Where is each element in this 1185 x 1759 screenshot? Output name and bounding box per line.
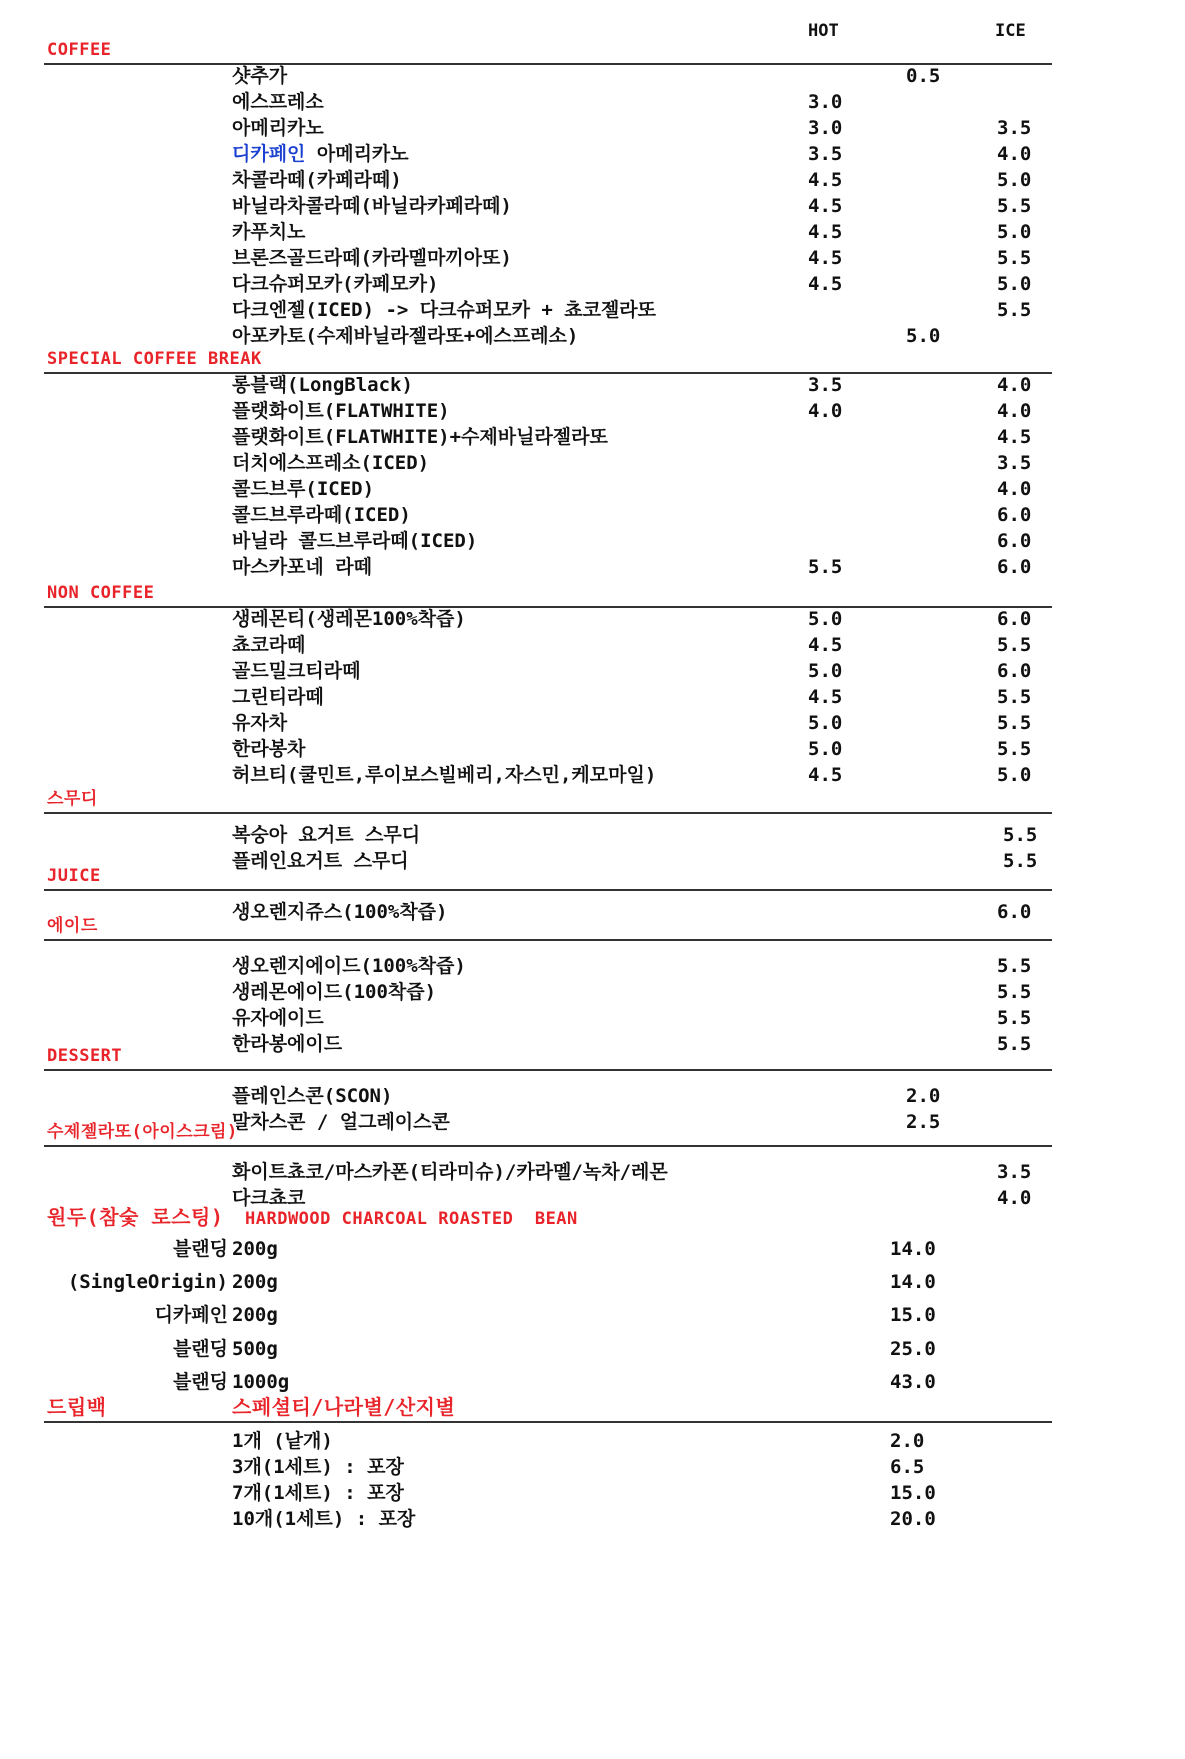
single-price: 0.5 [906,65,941,87]
menu-item-row [0,1159,1185,1185]
item-name: 말차스콘 / 얼그레이스콘 [232,1111,450,1133]
menu-item-row [0,476,1185,502]
item-name: 아메리카노 [232,117,324,139]
item-name: 생오렌지에이드(100%착즙) [232,955,466,977]
dripbag-price: 6.5 [890,1456,925,1478]
item-name: 생오렌지쥬스(100%착즙) [232,901,448,923]
item-name: 마스카포네 라떼 [232,556,372,578]
hot-price: 5.5 [808,556,843,578]
dripbag-row [0,1428,1185,1454]
ice-price: 5.5 [997,634,1032,656]
hot-price: 4.5 [808,195,843,217]
bean-weight: 500g [232,1338,278,1360]
section-title-coffee: COFFEE [47,40,112,60]
hot-price: 5.0 [808,608,843,630]
menu-item-row [0,979,1185,1005]
section-divider-smoothie [44,812,1052,814]
menu-item-row [0,658,1185,684]
hot-price: 3.0 [808,91,843,113]
beans-title-kr: 원두(참숯 로스팅) [47,1205,224,1229]
dripbag-divider [44,1421,1052,1423]
item-name-highlight: 디카페인 [232,143,306,165]
menu-item-row [0,502,1185,528]
item-name: 콜드브루(ICED) [232,478,375,500]
dripbag-title: 드립백 [47,1395,107,1419]
ice-price: 6.0 [997,660,1032,682]
menu-item-row [0,606,1185,632]
bean-label: 블랜딩 [172,1371,228,1393]
item-name [232,141,409,167]
menu-item-row [0,398,1185,424]
ice-price: 4.5 [997,426,1032,448]
item-name: 브론즈골드라떼(카라멜마끼아또) [232,247,512,269]
ice-price: 5.0 [997,221,1032,243]
menu-item-row [0,63,1185,89]
dripbag-price: 2.0 [890,1430,925,1452]
item-name: 생레몬티(생레몬100%착즙) [232,608,466,630]
ice-price: 5.0 [997,169,1032,191]
dripbag-row [0,1506,1185,1532]
ice-price: 4.0 [997,1187,1032,1209]
hot-price: 5.0 [808,738,843,760]
menu-item-row [0,1083,1185,1109]
section-title-special: SPECIAL COFFEE BREAK [47,349,262,369]
item-name: 바닐라 콜드브루라떼(ICED) [232,530,478,552]
hot-price: 3.5 [808,374,843,396]
bean-weight: 200g [232,1271,278,1293]
hot-price: 4.0 [808,400,843,422]
ice-price: 5.0 [997,273,1032,295]
item-name: 유자차 [232,712,288,734]
ice-price: 5.5 [997,1033,1032,1055]
item-name: 차콜라떼(카페라떼) [232,169,402,191]
ice-price: 6.0 [997,556,1032,578]
menu-item-row [0,372,1185,398]
price: 2.5 [906,1111,941,1133]
menu-item-row [0,1031,1185,1057]
ice-price: 5.5 [997,981,1032,1003]
hot-price: 4.5 [808,221,843,243]
dripbag-name: 1개 (낱개) [232,1430,333,1452]
menu-item-row [0,528,1185,554]
ice-price: 5.5 [997,712,1032,734]
hot-column-header: HOT [808,21,839,41]
menu-item-row [0,167,1185,193]
menu-item-row [0,450,1185,476]
hot-price: 5.0 [808,712,843,734]
dripbag-price: 15.0 [890,1482,936,1504]
section-title-smoothie: 스무디 [47,789,98,809]
ice-price: 3.5 [997,452,1032,474]
bean-row [0,1300,1185,1330]
hot-price: 4.5 [808,273,843,295]
item-name: 유자에이드 [232,1007,324,1029]
menu-item-row [0,297,1185,323]
hot-price: 5.0 [808,660,843,682]
bean-row [0,1234,1185,1264]
item-name: 플레인스콘(SCON) [232,1085,393,1107]
ice-price: 4.0 [997,478,1032,500]
dripbag-row [0,1454,1185,1480]
menu-item-row [0,899,1185,925]
ice-price: 4.0 [997,400,1032,422]
ice-price: 5.5 [997,1007,1032,1029]
menu-item-row [0,245,1185,271]
ice-price: 5.5 [997,738,1032,760]
beans-title-en: HARDWOOD CHARCOAL ROASTED BEAN [245,1209,578,1229]
hot-price: 4.5 [808,764,843,786]
ice-price: 5.5 [997,299,1032,321]
section-divider-juice [44,889,1052,891]
item-name: 다크슈퍼모카(카페모카) [232,273,439,295]
hot-price: 4.5 [808,686,843,708]
menu-item-row [0,1005,1185,1031]
bean-weight: 1000g [232,1371,290,1393]
menu-item-row [0,710,1185,736]
section-title-gelato: 수제젤라또(아이스크림) [47,1122,238,1142]
bean-row [0,1367,1185,1397]
ice-column-header: ICE [995,21,1026,41]
menu-item-row [0,554,1185,580]
item-name: 허브티(쿨민트,루이보스빌베리,자스민,케모마일) [232,764,657,786]
bean-label: 블랜딩 [172,1338,228,1360]
item-name: 쵸코라떼 [232,634,306,656]
item-name: 한라봉에이드 [232,1033,343,1055]
section-divider-gelato [44,1145,1052,1147]
menu-item-row [0,736,1185,762]
item-name: 에스프레소 [232,91,324,113]
menu-item-row [0,271,1185,297]
item-name-rest: 아메리카노 [305,143,409,165]
ice-price: 4.0 [997,374,1032,396]
bean-row [0,1267,1185,1297]
dripbag-name: 3개(1세트) : 포장 [232,1456,404,1478]
item-name: 다크엔젤(ICED) -> 다크슈퍼모카 + 쵸코젤라또 [232,299,657,321]
item-name: 화이트쵸코/마스카폰(티라미슈)/카라멜/녹차/레몬 [232,1161,668,1183]
menu-item-row [0,684,1185,710]
dripbag-name: 10개(1세트) : 포장 [232,1508,416,1530]
item-name: 생레몬에이드(100착즙) [232,981,437,1003]
section-title-ade: 에이드 [47,916,98,936]
menu-item-row [0,953,1185,979]
menu-item-row [0,632,1185,658]
ice-price: 3.5 [997,1161,1032,1183]
bean-price: 14.0 [890,1271,936,1293]
ice-price: 3.5 [997,117,1032,139]
item-name: 아포카토(수제바닐라젤라또+에스프레소) [232,325,579,347]
item-name: 플레인요거트 스무디 [232,850,409,872]
menu-item-row [0,762,1185,788]
item-name: 골드밀크티라떼 [232,660,361,682]
bean-row [0,1334,1185,1364]
item-name: 다크쵸코 [232,1187,306,1209]
bean-price: 43.0 [890,1371,936,1393]
item-name: 더치에스프레소(ICED) [232,452,430,474]
ice-price: 5.5 [997,686,1032,708]
bean-weight: 200g [232,1304,278,1326]
hot-price: 4.5 [808,247,843,269]
bean-price: 14.0 [890,1238,936,1260]
price: 2.0 [906,1085,941,1107]
item-name: 그린티라떼 [232,686,324,708]
ice-price: 6.0 [997,530,1032,552]
bean-label: 블랜딩 [172,1238,228,1260]
dripbag-price: 20.0 [890,1508,936,1530]
dripbag-name: 7개(1세트) : 포장 [232,1482,404,1504]
section-title-dessert: DESSERT [47,1046,123,1066]
single-price: 5.0 [906,325,941,347]
section-divider-ade [44,939,1052,941]
ice-price: 5.5 [997,195,1032,217]
ice-price: 5.5 [997,955,1032,977]
dripbag-subtitle: 스페셜티/나라별/산지별 [232,1395,456,1419]
ice-price: 5.5 [1003,850,1038,872]
menu-item-row [0,219,1185,245]
hot-price: 4.5 [808,169,843,191]
menu-item-row [0,424,1185,450]
item-name: 샷추가 [232,65,288,87]
ice-price: 5.5 [1003,824,1038,846]
item-name: 카푸치노 [232,221,306,243]
menu-item-row [0,115,1185,141]
hot-price: 3.5 [808,143,843,165]
section-title-juice: JUICE [47,866,101,886]
item-name: 바닐라차콜라떼(바닐라카페라떼) [232,195,512,217]
item-name: 콜드브루라떼(ICED) [232,504,411,526]
ice-price: 5.5 [997,247,1032,269]
ice-price: 6.0 [997,504,1032,526]
item-name: 복숭아 요거트 스무디 [232,824,421,846]
ice-price: 4.0 [997,143,1032,165]
bean-label: 디카페인 [154,1304,228,1326]
ice-price: 6.0 [997,608,1032,630]
menu-item-row [0,141,1185,167]
menu-item-row [0,848,1185,874]
item-name: 플랫화이트(FLATWHITE) [232,400,450,422]
item-name: 롱블랙(LongBlack) [232,374,413,396]
menu-item-row [0,822,1185,848]
bean-price: 25.0 [890,1338,936,1360]
hot-price: 3.0 [808,117,843,139]
bean-weight: 200g [232,1238,278,1260]
menu-item-row [0,193,1185,219]
dripbag-row [0,1480,1185,1506]
ice-price: 6.0 [997,901,1032,923]
bean-label: (SingleOrigin) [67,1271,228,1293]
ice-price: 5.0 [997,764,1032,786]
hot-price: 4.5 [808,634,843,656]
menu-item-row [0,89,1185,115]
item-name: 한라봉차 [232,738,306,760]
section-title-noncoffee: NON COFFEE [47,583,155,603]
section-divider-dessert [44,1069,1052,1071]
bean-price: 15.0 [890,1304,936,1326]
item-name: 플랫화이트(FLATWHITE)+수제바닐라젤라또 [232,426,608,448]
